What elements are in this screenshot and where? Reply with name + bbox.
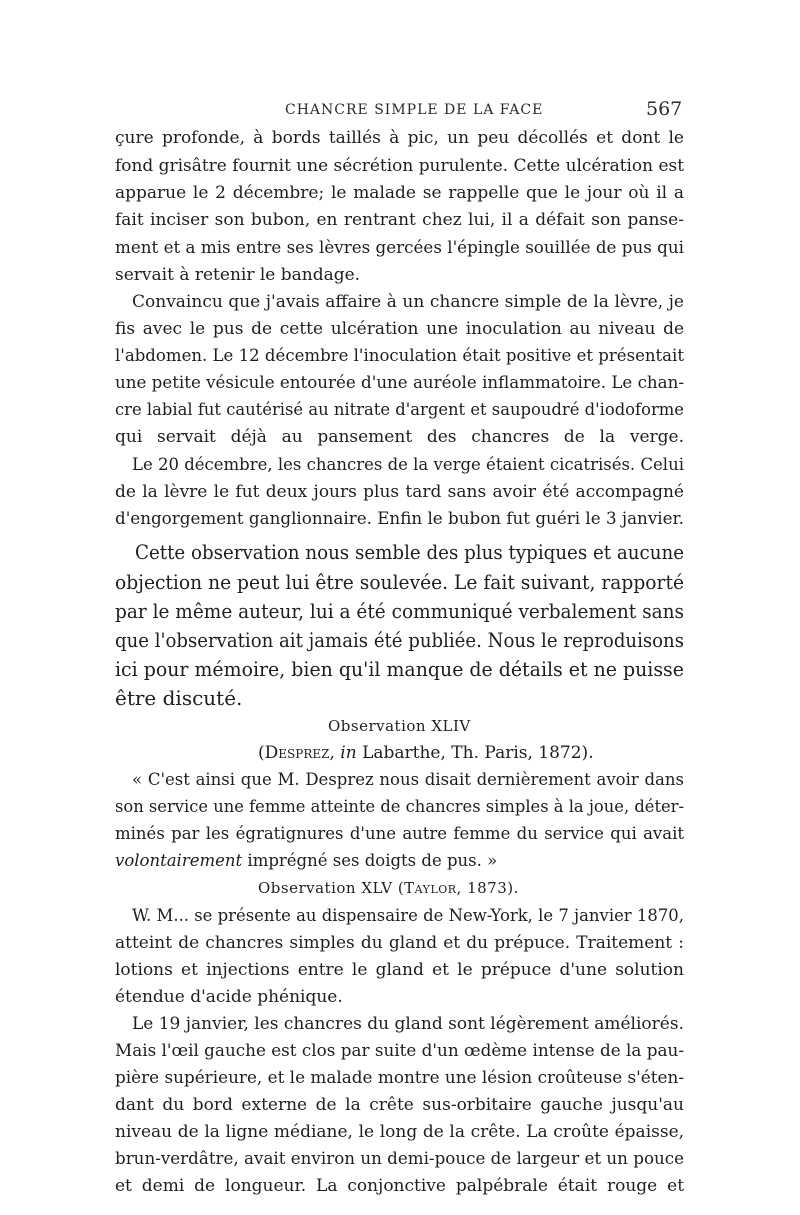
- source-rest: Labarthe, Th. Paris, 1872).: [362, 743, 594, 763]
- text-line: fait inciser son bubon, en rentrant chez lui, il a défait son panse-: [115, 210, 684, 230]
- text-line: Mais l'œil gauche est clos par suite d'un œdème intense de la pau-: [115, 1041, 684, 1061]
- line-rest: imprégné ses doigts de pus. »: [242, 851, 498, 870]
- text-line: cre labial fut cautérisé au nitrate d'argent et saupoudré d'iodoforme: [115, 400, 684, 420]
- text-line: ment et a mis entre ses lèvres gercées l'épingle souillée de pus qui: [115, 238, 685, 258]
- body-line: objection ne peut lui être soulevée. Le fait suivant, rapporté: [115, 570, 684, 594]
- text-line: une petite vésicule entourée d'une auréole inflammatoire. Le chan-: [115, 373, 685, 393]
- text-line: fis avec le pus de cette ulcération une inoculation au niveau de: [115, 319, 685, 339]
- body-line: par le même auteur, lui a été communiqué verbalement sans: [115, 599, 685, 623]
- text-line: étendue d'acide phénique.: [115, 987, 343, 1007]
- text-line: apparue le 2 décembre; le malade se rappelle que le jour où il a: [115, 183, 684, 203]
- text-line: Le 19 janvier, les chancres du gland sont légèrement améliorés.: [132, 1014, 684, 1034]
- observation-45-source: (Taylor, 1873).: [397, 879, 519, 897]
- text-line: l'abdomen. Le 12 décembre l'inoculation était positive et présentait: [115, 346, 685, 366]
- italic-word: volontairement: [115, 851, 243, 870]
- body-line: que l'observation ait jamais été publiée. Nous le reproduisons: [115, 628, 684, 652]
- text-line: de la lèvre le fut deux jours plus tard sans avoir été accompagné: [115, 482, 684, 502]
- observation-44-heading: Observation XLIV: [328, 717, 471, 735]
- page-number: 567: [646, 98, 683, 120]
- text-line: [115, 853, 497, 870]
- text-line: atteint de chancres simples du gland et du prépuce. Traitement :: [115, 933, 684, 953]
- text-line: niveau de la ligne médiane, le long de la crête. La croûte épaisse,: [115, 1122, 685, 1142]
- text-line: fond grisâtre fournit une sécrétion purulente. Cette ulcération est: [115, 156, 685, 176]
- body-line: être discuté.: [115, 686, 243, 710]
- body-line: Cette observation nous semble des plus typiques et aucune: [135, 540, 685, 564]
- text-line: minés par les égratignures d'une autre femme du service qui avait: [115, 824, 684, 843]
- text-line: d'engorgement ganglionnaire. Enfin le bubon fut guéri le 3 janvier.: [115, 509, 685, 529]
- text-line: çure profonde, à bords taillés à pic, un peu décollés et dont le: [115, 128, 684, 148]
- observation-45-label: Observation XLV: [258, 879, 393, 897]
- observation-45-heading: [258, 881, 519, 896]
- text-line: pière supérieure, et le malade montre une lésion croûteuse s'éten-: [115, 1068, 685, 1088]
- source-in: in: [340, 743, 357, 763]
- text-line: Le 20 décembre, les chancres de la verge étaient cicatrisés. Celui: [132, 455, 684, 475]
- text-line: lotions et injections entre le gland et le prépuce d'une solution: [115, 960, 684, 980]
- text-line: et demi de longueur. La conjonctive palpébrale était rouge et: [115, 1176, 685, 1196]
- text-line: W. M... se présente au dispensaire de New-York, le 7 janvier 1870,: [132, 906, 684, 926]
- text-line: dant du bord externe de la crête sus-orbitaire gauche jusqu'au: [115, 1095, 684, 1115]
- running-header: CHANCRE SIMPLE DE LA FACE: [285, 102, 544, 118]
- text-line: brun-verdâtre, avait environ un demi-pouce de largeur et un pouce: [115, 1149, 685, 1169]
- text-line: servait à retenir le bandage.: [115, 265, 361, 285]
- text-line: son service une femme atteinte de chancres simples à la joue, déter-: [115, 797, 684, 816]
- text-line: « C'est ainsi que M. Desprez nous disait dernièrement avoir dans: [132, 770, 684, 789]
- source-author: Desprez: [264, 743, 330, 763]
- text-line: Convaincu que j'avais affaire à un chancre simple de la lèvre, je: [132, 292, 684, 312]
- body-line: ici pour mémoire, bien qu'il manque de détails et ne puisse: [115, 657, 684, 681]
- text-line: qui servait déjà au pansement des chancres de la verge.: [115, 427, 684, 447]
- observation-44-source: (Desprez, in Labarthe, Th. Paris, 1872).: [258, 743, 594, 763]
